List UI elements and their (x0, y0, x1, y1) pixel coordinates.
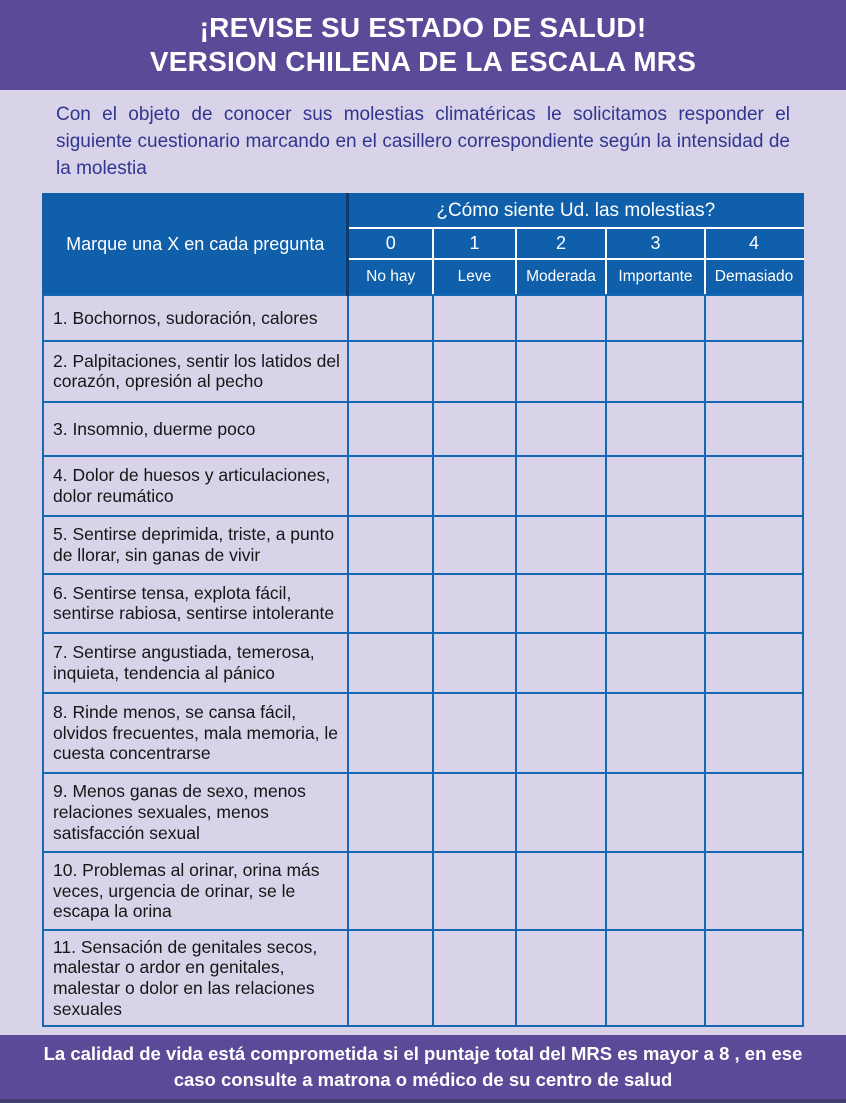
question-row-7 (43, 633, 803, 693)
score-label-demasiado: Demasiado (705, 259, 803, 295)
answer-cell-q10-score1[interactable] (433, 852, 516, 930)
answer-cell-q9-score4[interactable] (705, 773, 803, 852)
question-text-3: 3. Insomnio, duerme poco (43, 402, 348, 456)
score-label-leve: Leve (433, 259, 516, 295)
question-text-4: 4. Dolor de huesos y articulaciones, dolor reumático (43, 456, 348, 516)
score-1: 1 (433, 228, 516, 259)
question-text-10: 10. Problemas al orinar, orina más veces, urgencia de orinar, se le escapa la orina (43, 852, 348, 930)
answer-cell-q8-score0[interactable] (348, 693, 433, 773)
answer-cell-q5-score0[interactable] (348, 516, 433, 574)
answer-cell-q6-score4[interactable] (705, 574, 803, 633)
table-body (43, 295, 803, 1026)
answer-cell-q10-score0[interactable] (348, 852, 433, 930)
footer-note: La calidad de vida está comprometida si el puntaje total del MRS es mayor a 8 , en ese caso consulte a matrona o médico de su centro de salud (43, 1043, 803, 1090)
answer-cell-q6-score2[interactable] (516, 574, 606, 633)
answer-cell-q2-score3[interactable] (606, 341, 705, 402)
answer-cell-q11-score0[interactable] (348, 930, 433, 1026)
answer-cell-q11-score1[interactable] (433, 930, 516, 1026)
answer-cell-q1-score1[interactable] (433, 295, 516, 341)
answer-cell-q11-score3[interactable] (606, 930, 705, 1026)
answer-cell-q1-score0[interactable] (348, 295, 433, 341)
question-row-11 (43, 930, 803, 1026)
answer-cell-q10-score4[interactable] (705, 852, 803, 930)
title-line-2: VERSION CHILENA DE LA ESCALA MRS (149, 46, 697, 77)
answer-cell-q4-score1[interactable] (433, 456, 516, 516)
answer-cell-q1-score2[interactable] (516, 295, 606, 341)
columns-title-cell: ¿Cómo siente Ud. las molestias? (348, 194, 803, 228)
answer-cell-q8-score2[interactable] (516, 693, 606, 773)
question-text-9: 9. Menos ganas de sexo, menos relaciones sexuales, menos satisfacción sexual (43, 773, 348, 852)
mrs-questionnaire-table (42, 193, 804, 1027)
answer-cell-q4-score3[interactable] (606, 456, 705, 516)
answer-cell-q4-score4[interactable] (705, 456, 803, 516)
score-label-no-hay: No hay (348, 259, 433, 295)
row-header-cell: Marque una X en cada pregunta (43, 194, 348, 295)
answer-cell-q6-score3[interactable] (606, 574, 705, 633)
answer-cell-q3-score4[interactable] (705, 402, 803, 456)
score-0: 0 (348, 228, 433, 259)
question-text-5: 5. Sentirse deprimida, triste, a punto de llorar, sin ganas de vivir (43, 516, 348, 574)
title-line-1: ¡REVISE SU ESTADO DE SALUD! (199, 12, 647, 44)
question-text-2: 2. Palpitaciones, sentir los latidos del corazón, opresión al pecho (43, 341, 348, 402)
answer-cell-q1-score4[interactable] (705, 295, 803, 341)
answer-cell-q9-score2[interactable] (516, 773, 606, 852)
question-text-8: 8. Rinde menos, se cansa fácil, olvidos frecuentes, mala memoria, le cuesta concentrarse (43, 693, 348, 773)
answer-cell-q5-score4[interactable] (705, 516, 803, 574)
score-4: 4 (705, 228, 803, 259)
answer-cell-q10-score3[interactable] (606, 852, 705, 930)
answer-cell-q6-score1[interactable] (433, 574, 516, 633)
answer-cell-q2-score4[interactable] (705, 341, 803, 402)
answer-cell-q7-score2[interactable] (516, 633, 606, 693)
answer-cell-q9-score1[interactable] (433, 773, 516, 852)
answer-cell-q8-score3[interactable] (606, 693, 705, 773)
answer-cell-q7-score0[interactable] (348, 633, 433, 693)
answer-cell-q2-score0[interactable] (348, 341, 433, 402)
page-title (150, 11, 696, 78)
answer-cell-q3-score2[interactable] (516, 402, 606, 456)
question-row-6 (43, 574, 803, 633)
answer-cell-q4-score0[interactable] (348, 456, 433, 516)
answer-cell-q8-score4[interactable] (705, 693, 803, 773)
answer-cell-q11-score2[interactable] (516, 930, 606, 1026)
answer-cell-q3-score3[interactable] (606, 402, 705, 456)
answer-cell-q9-score3[interactable] (606, 773, 705, 852)
answer-cell-q10-score2[interactable] (516, 852, 606, 930)
score-label-importante: Importante (606, 259, 705, 295)
answer-cell-q6-score0[interactable] (348, 574, 433, 633)
answer-cell-q3-score1[interactable] (433, 402, 516, 456)
question-row-8 (43, 693, 803, 773)
answer-cell-q11-score4[interactable] (705, 930, 803, 1026)
answer-cell-q2-score1[interactable] (433, 341, 516, 402)
score-2: 2 (516, 228, 606, 259)
score-label-moderada: Moderada (516, 259, 606, 295)
score-3: 3 (606, 228, 705, 259)
answer-cell-q4-score2[interactable] (516, 456, 606, 516)
question-row-5 (43, 516, 803, 574)
question-row-3 (43, 402, 803, 456)
table-header (43, 194, 803, 295)
answer-cell-q1-score3[interactable] (606, 295, 705, 341)
answer-cell-q7-score4[interactable] (705, 633, 803, 693)
question-text-11: 11. Sensación de genitales secos, malestar o ardor en genitales, malestar o dolor en las relaciones sexuales (43, 930, 348, 1026)
question-row-10 (43, 852, 803, 930)
question-text-1: 1. Bochornos, sudoración, calores (43, 295, 348, 341)
question-row-2 (43, 341, 803, 402)
page-header (0, 0, 846, 90)
answer-cell-q2-score2[interactable] (516, 341, 606, 402)
answer-cell-q7-score3[interactable] (606, 633, 705, 693)
question-row-9 (43, 773, 803, 852)
question-row-4 (43, 456, 803, 516)
question-text-7: 7. Sentirse angustiada, temerosa, inquieta, tendencia al pánico (43, 633, 348, 693)
intro-text: Con el objeto de conocer sus molestias climatéricas le solicitamos responder el siguiente cuestionario marcando en el casillero correspondiente según la intensidad de la molestia (56, 104, 790, 179)
question-row-1 (43, 295, 803, 341)
answer-cell-q3-score0[interactable] (348, 402, 433, 456)
answer-cell-q7-score1[interactable] (433, 633, 516, 693)
answer-cell-q9-score0[interactable] (348, 773, 433, 852)
answer-cell-q5-score1[interactable] (433, 516, 516, 574)
answer-cell-q5-score3[interactable] (606, 516, 705, 574)
answer-cell-q5-score2[interactable] (516, 516, 606, 574)
answer-cell-q8-score1[interactable] (433, 693, 516, 773)
question-text-6: 6. Sentirse tensa, explota fácil, sentirse rabiosa, sentirse intolerante (43, 574, 348, 633)
page-footer (0, 1035, 846, 1103)
